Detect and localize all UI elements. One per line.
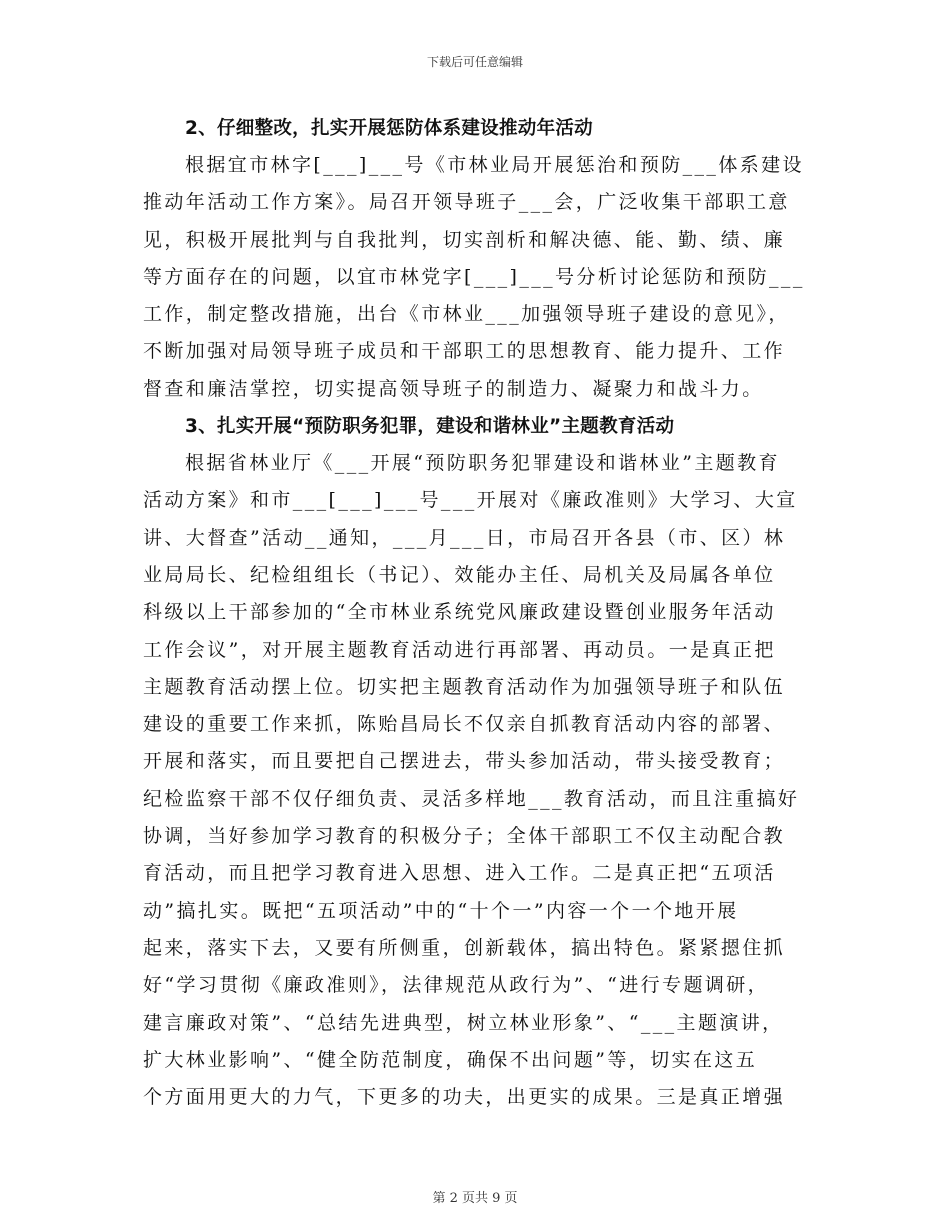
paragraph-line: 根据省林业厅《___开展“预防职务犯罪建设和谐林业”主题教育 [185, 452, 780, 475]
paragraph-line: 主题教育活动摆上位。切实把主题教育活动作为加强领导班子和队伍 [143, 675, 786, 698]
paragraph-line: 扩大林业影响”、“健全防范制度，确保不出问题”等，切实在这五 [143, 1048, 758, 1071]
paragraph-line: 纪检监察干部不仅仔细负责、灵活多样地___教育活动，而且注重搞好 [143, 787, 800, 810]
paragraph-line: 讲、大督查”活动__通知，___月___日，市局召开各县（市、区）林 [143, 526, 786, 549]
document-body [143, 110, 815, 1116]
section-3-paragraph [143, 445, 815, 1116]
paragraph-line: 协调，当好参加学习教育的积极分子；全体干部职工不仅主动配合教 [143, 825, 786, 848]
paragraph-line: 个方面用更大的力气，下更多的功夫，出更实的成果。三是真正增强 [143, 1086, 786, 1109]
paragraph-line: 科级以上干部参加的“全市林业系统党风廉政建设暨创业服务年活动 [143, 601, 776, 624]
paragraph-line: 动”搞扎实。既把“五项活动”中的“十个一”内容一个一个地开展 [143, 899, 739, 922]
paragraph-line: 建言廉政对策”、“总结先进典型，树立林业形象”、“___主题演讲， [143, 1011, 784, 1034]
section-heading-3: 3、扎实开展“预防职务犯罪，建设和谐林业”主题教育活动 [185, 416, 675, 438]
paragraph-line: 等方面存在的问题，以宜市林党字[___]___号分析讨论惩防和预防___ [143, 265, 805, 288]
section-heading-2: 2、仔细整改，扎实开展惩防体系建设推动年活动 [185, 118, 593, 139]
paragraph-line: 推动年活动工作方案》。局召开领导班子___会，广泛收集干部职工意 [143, 191, 790, 214]
page-footer: 第 2 页共 9 页 [432, 1191, 518, 1206]
paragraph-line: 根据宜市林字[___]___号《市林业局开展惩治和预防___体系建设 [185, 154, 804, 176]
paragraph-line: 督查和廉洁掌控，切实提高领导班子的制造力、凝聚力和战斗力。 [143, 377, 764, 400]
section-2-paragraph [143, 147, 815, 408]
paragraph-line: 开展和落实，而且要把自己摆进去，带头参加活动，带头接受教育； [143, 750, 786, 773]
paragraph-line: 见，积极开展批判与自我批判，切实剖析和解决德、能、勤、绩、廉 [143, 228, 786, 251]
paragraph-line: 工作会议”，对开展主题教育活动进行再部署、再动员。一是真正把 [143, 638, 776, 661]
paragraph-line: 起来，落实下去，又要有所侧重，创新载体，搞出特色。紧紧摁住抓 [143, 936, 786, 959]
paragraph-line: 育活动，而且把学习教育进入思想、进入工作。二是真正把“五项活 [143, 862, 776, 885]
paragraph-line: 工作，制定整改措施，出台《市林业___加强领导班子建设的意见》， [143, 303, 790, 326]
paragraph-line: 建设的重要工作来抓，陈贻昌局长不仅亲自抓教育活动内容的部署、 [143, 713, 786, 736]
paragraph-line: 活动方案》和市___[___]___号___开展对《廉政准则》大学习、大宣 [143, 489, 798, 512]
paragraph-line: 不断加强对局领导班子成员和干部职工的思想教育、能力提升、工作 [143, 340, 786, 363]
page-header: 下载后可任意编辑 [426, 55, 523, 69]
paragraph-line: 好“学习贯彻《廉政准则》，法律规范从政行为”、“进行专题调研， [143, 974, 770, 997]
paragraph-line: 业局局长、纪检组组长（书记）、效能办主任、局机关及局属各单位 [143, 563, 776, 586]
